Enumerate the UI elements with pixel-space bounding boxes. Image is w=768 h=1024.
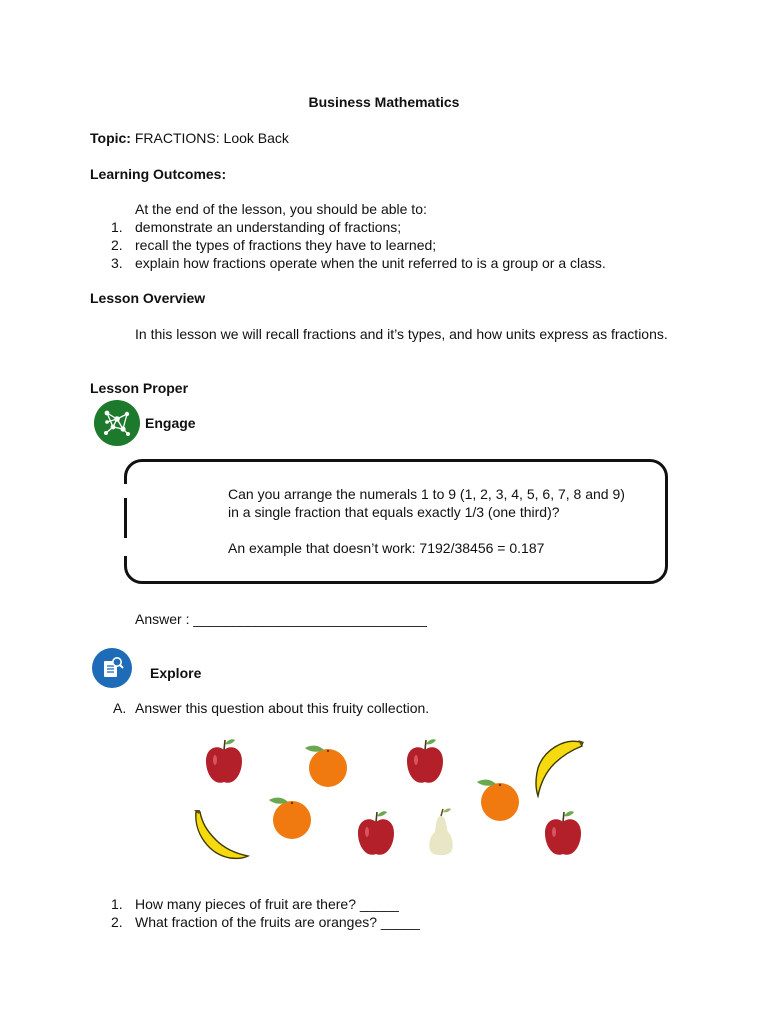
- list-item-text: explain how fractions operate when the unit referred to is a group or a class.: [135, 255, 606, 271]
- banana-icon: [530, 736, 586, 798]
- list-item-text: How many pieces of fruit are there? _____: [135, 896, 399, 912]
- explore-item-label: A.: [113, 700, 127, 716]
- apple-icon: [404, 736, 446, 788]
- list-item: [111, 218, 606, 236]
- puzzle-box: [124, 459, 668, 584]
- apple-icon: [203, 736, 245, 788]
- list-item-number: 2.: [111, 237, 123, 253]
- document-magnifier-icon: [92, 648, 132, 688]
- list-item: [111, 895, 420, 913]
- puzzle-line-2: in a single fraction that equals exactly 1/3 (one third)?: [228, 504, 560, 520]
- outcomes-intro: At the end of the lesson, you should be able to:: [135, 201, 427, 217]
- topic-value: FRACTIONS: Look Back: [134, 130, 289, 146]
- topic-line: [90, 129, 289, 147]
- puzzle-example: An example that doesn’t work: 7192/38456 = 0.187: [228, 540, 545, 556]
- document-title: Business Mathematics: [308, 94, 460, 110]
- list-item-number: 3.: [111, 255, 123, 271]
- learning-outcomes-heading: Learning Outcomes:: [90, 166, 227, 182]
- banana-icon: [190, 808, 252, 864]
- list-item: [111, 236, 606, 254]
- list-item: [111, 254, 606, 272]
- list-item-number: 1.: [111, 219, 123, 235]
- list-item-text: demonstrate an understanding of fractions;: [135, 219, 402, 235]
- apple-icon: [355, 808, 397, 860]
- list-item-text: recall the types of fractions they have to learned;: [135, 237, 437, 253]
- list-item-number: 1.: [111, 896, 123, 912]
- explore-item-text: Answer this question about this fruity collection.: [135, 700, 430, 716]
- puzzle-line-1: Can you arrange the numerals 1 to 9 (1, 2, 3, 4, 5, 6, 7, 8 and 9): [228, 486, 625, 502]
- puzzle-box-gap: [120, 538, 130, 556]
- questions-list-wrap: [111, 895, 420, 931]
- list-item-text: What fraction of the fruits are oranges? _____: [135, 914, 420, 930]
- lesson-proper-heading: Lesson Proper: [90, 380, 189, 396]
- engage-heading: Engage: [145, 415, 196, 431]
- network-nodes-icon: [94, 400, 140, 446]
- topic-label: Topic:: [90, 130, 131, 146]
- orange-icon: [266, 794, 314, 840]
- orange-icon: [474, 776, 522, 822]
- questions-list: [111, 895, 420, 931]
- outcomes-list: [111, 218, 606, 272]
- answer-line: Answer : ______________________________: [135, 611, 427, 627]
- list-item: [111, 913, 420, 931]
- lesson-overview-text: In this lesson we will recall fractions and it’s types, and how units express as fractions.: [135, 326, 668, 342]
- pear-icon: [424, 806, 458, 860]
- puzzle-box-gap: [120, 484, 130, 498]
- orange-icon: [302, 742, 350, 788]
- apple-icon: [542, 808, 584, 860]
- lesson-overview-heading: Lesson Overview: [90, 290, 206, 306]
- outcomes-list-wrap: [111, 218, 606, 272]
- list-item-number: 2.: [111, 914, 123, 930]
- explore-heading: Explore: [150, 665, 202, 681]
